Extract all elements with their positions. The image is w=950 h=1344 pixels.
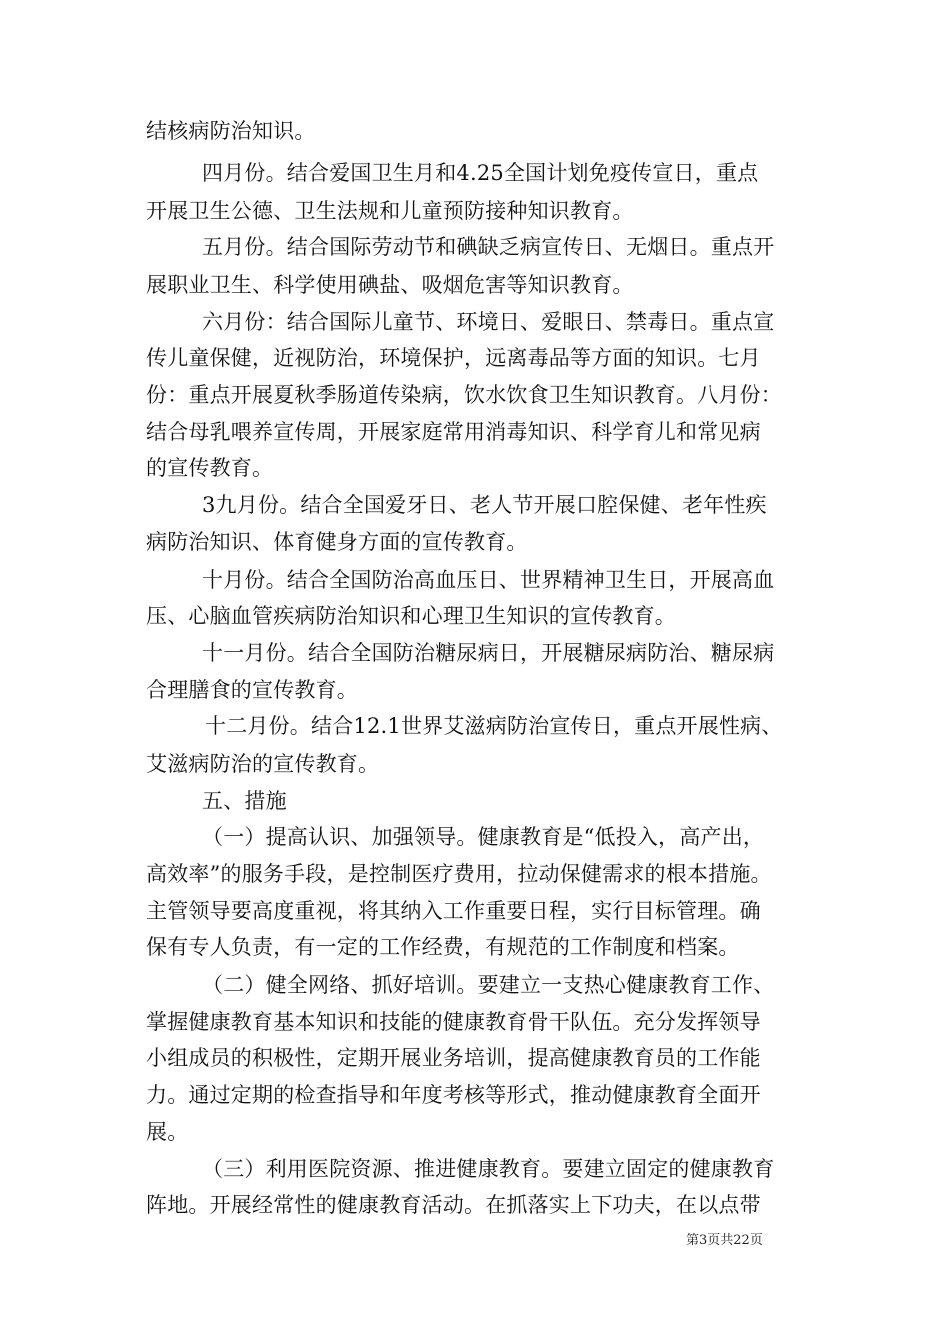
text-line: 压、心脑血管疾病防治知识和心理卫生知识的宣传教育。: [146, 604, 676, 628]
text-line: （三）利用医院资源、推进健康教育。要建立固定的健康教育: [202, 1157, 775, 1181]
text-line: 开展卫生公德、卫生法规和儿童预防接种知识教育。: [146, 199, 634, 223]
text-line: 五月份。结合国际劳动节和碘缺乏病宣传日、无烟日。重点开: [202, 235, 775, 259]
text-line: 3九月份。结合全国爱牙日、老人节开展口腔保健、老年性疾: [202, 493, 767, 517]
text-line: 掌握健康教育基本知识和技能的健康教育骨干队伍。充分发挥领导: [146, 1010, 761, 1034]
page-number: 第3页共22页: [686, 1233, 763, 1248]
text-line: 艾滋病防治的宣传教育。: [146, 752, 380, 776]
text-line: （二）健全网络、抓好培训。要建立一支热心健康教育工作、: [202, 973, 775, 997]
text-line: 结核病防治知识。: [146, 119, 316, 143]
text-line: 保有专人负责，有一定的工作经费，有规范的工作制度和档案。: [146, 935, 740, 959]
text-line: 六月份：结合国际儿童节、环境日、爱眼日、禁毒日。重点宣: [202, 310, 775, 334]
section-heading: 五、措施: [202, 789, 287, 813]
text-line: 四月份。结合爱国卫生月和4.25全国计划免疫传宣日，重点: [202, 161, 759, 185]
text-line: 的宣传教育。: [146, 456, 274, 480]
text-line: 传儿童保健，近视防治，环境保护，远离毒品等方面的知识。七月: [146, 346, 761, 370]
text-line: 十一月份。结合全国防治糖尿病日，开展糖尿病防治、糖尿病: [202, 641, 775, 665]
text-line: 力。通过定期的检查指导和年度考核等形式，推动健康教育全面开: [146, 1083, 761, 1107]
text-line: 十月份。结合全国防治高血压日、世界精神卫生日，开展高血: [202, 568, 775, 592]
text-line: 结合母乳喂养宣传周，开展家庭常用消毒知识、科学育儿和常见病: [146, 420, 761, 444]
text-line: 展职业卫生、科学使用碘盐、吸烟危害等知识教育。: [146, 273, 634, 297]
text-line: 病防治知识、体育健身方面的宣传教育。: [146, 530, 528, 554]
text-line: 阵地。开展经常性的健康教育活动。在抓落实上下功夫，在以点带: [146, 1193, 761, 1217]
text-line: 合理膳食的宣传教育。: [146, 678, 358, 702]
text-line: 高效率”的服务手段，是控制医疗费用，拉动保健需求的根本措施。: [146, 862, 772, 886]
text-line: 展。: [146, 1120, 189, 1144]
text-line: （一）提高认识、加强领导。健康教育是“低投入，高产出，: [202, 825, 765, 849]
text-line: 份：重点开展夏秋季肠道传染病，饮水饮食卫生知识教育。八月份：: [146, 383, 782, 407]
text-line: 主管领导要高度重视，将其纳入工作重要日程，实行目标管理。确: [146, 899, 761, 923]
text-line: 十二月份。结合12.1世界艾滋病防治宣传日，重点开展性病、: [205, 714, 783, 738]
text-line: 小组成员的积极性，定期开展业务培训，提高健康教育员的工作能: [146, 1046, 761, 1070]
